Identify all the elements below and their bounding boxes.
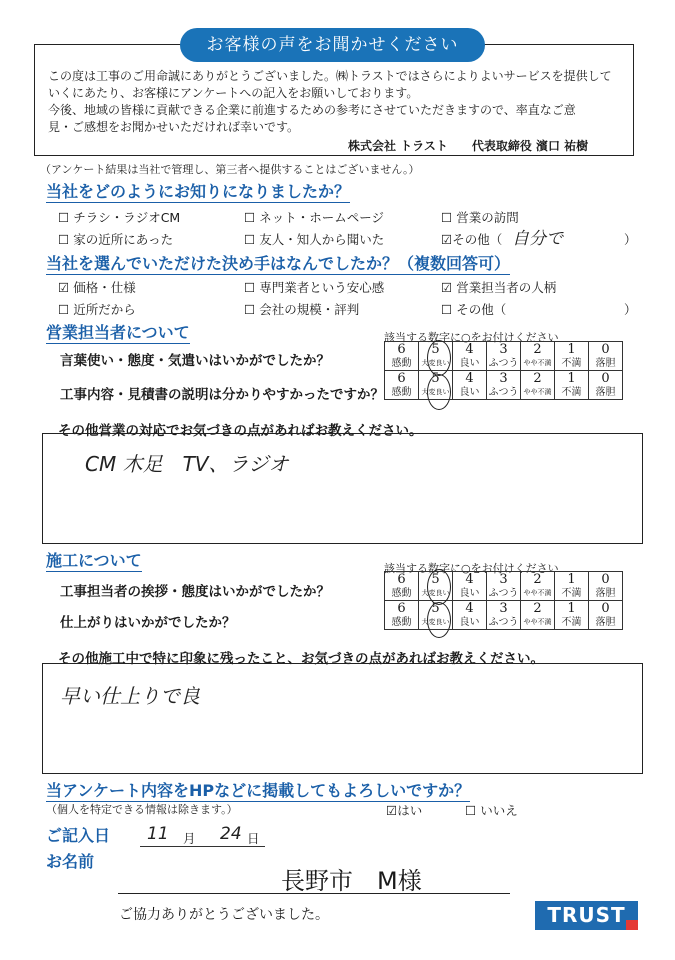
rating-cell-5[interactable]: 5 大変良い [419,371,453,400]
rating-cell-0[interactable]: 0 落胆 [589,572,623,601]
checkbox-icon: ☐ [441,302,453,317]
name-underline [118,893,510,894]
rating-cell-1[interactable]: 1 不満 [555,342,589,371]
date-label: ご記入日 [46,826,111,845]
checkbox-icon: ☐ [244,210,256,225]
page-title: お客様の声をお聞かせください [180,28,485,62]
construction-question-2: 仕上がりはいかがでしたか？ [60,615,236,631]
sales-rating-table [384,341,623,400]
checkbox-icon: ☐ [244,280,256,295]
rating-cell-3[interactable]: 3 ふつう [488,371,519,398]
intro-line-1: この度は工事のご用命誠にありがとうございました。㈱トラストではさらによりよいサービスを提供して [48,69,612,83]
day-label: 日 [247,831,260,846]
publish-no-option[interactable]: ☐ いいえ [465,803,518,818]
construction-question-1: 工事担当者の挨拶・態度はいかがでしたか？ [60,584,330,600]
rating-cell-4[interactable]: 4 良い [453,371,487,400]
intro-line-3: 今後、地域の皆様に貢献できる企業に前進するための参考にさせていただきますので、率直なご意 [48,103,576,117]
q2-option-price[interactable]: ☑ 価格・仕様 [58,280,136,295]
thanks-message: ご協力ありがとうございました。 [119,907,329,923]
rating-cell-5[interactable]: 5 大変良い [419,342,453,371]
date-underline [140,846,265,847]
q1-option-sales-visit[interactable]: ☐ 営業の訪問 [441,210,519,225]
checkbox-icon: ☐ [58,210,70,225]
rating-cell-0[interactable]: 0 落胆 [589,342,623,371]
rating-cell-0[interactable]: 0 落胆 [589,601,623,630]
month-label: 月 [183,831,196,846]
sales-comment-text: CM 木足 TV、ラジオ [85,452,289,476]
q2-other-close: ） [624,302,637,317]
sales-q1-selected-circle [427,340,451,376]
q2-heading: 当社を選んでいただけた決め手はなんでしたか？（複数回答可） [46,254,511,273]
rating-cell-2[interactable]: 2 やや不満 [521,572,555,601]
rating-cell-3[interactable]: 3 ふつう [488,342,519,369]
checkbox-icon: ☐ [244,302,256,317]
rating-cell-2[interactable]: 2 やや不満 [521,371,555,400]
checkbox-icon: ☐ [58,302,70,317]
publish-note: （個人を特定できる情報は除きます。） [46,803,238,816]
q1-option-web[interactable]: ☐ ネット・ホームページ [244,210,384,225]
rating-cell-1[interactable]: 1 不満 [555,371,589,400]
rating-row [385,371,623,400]
q2-option-sales-person[interactable]: ☑ 営業担当者の人柄 [441,280,557,295]
checked-checkbox-icon: ☑ [441,280,453,295]
rating-cell-5[interactable]: 5 大変良い [419,601,453,630]
rating-cell-2[interactable]: 2 やや不満 [521,342,555,371]
rating-row [385,572,623,601]
construction-comment-prompt: その他施工中で特に印象に残ったこと、お気づきの点があればお教えください。 [58,651,544,667]
construction-q2-selected-circle [427,602,451,638]
rating-cell-1[interactable]: 1 不満 [555,572,589,601]
company-signature: 株式会社 トラスト 代表取締役 濱口 祐樹 [348,139,589,153]
q2-option-specialist[interactable]: ☐ 専門業者という安心感 [244,280,385,295]
rating-cell-3[interactable]: 3 ふつう [488,601,519,628]
publish-yes-option[interactable]: ☑はい [386,803,423,818]
q1-other-close: ） [624,232,637,247]
rating-cell-6[interactable]: 6 感動 [385,371,419,400]
rating-cell-6[interactable]: 6 感動 [385,601,419,630]
q1-other-answer: 自分で [512,229,563,249]
rating-cell-4[interactable]: 4 良い [453,601,487,630]
checked-checkbox-icon: ☑ [441,232,453,247]
checked-checkbox-icon: ☑ [58,280,70,295]
rating-cell-6[interactable]: 6 感動 [385,572,419,601]
checked-checkbox-icon: ☑ [386,803,398,818]
q1-option-other[interactable]: ☑その他（ [441,232,503,247]
privacy-note: （アンケート結果は当社で管理し、第三者へ提供することはございません。） [40,163,420,176]
q2-option-nearby[interactable]: ☐ 近所だから [58,302,136,317]
publish-heading: 当アンケート内容をHPなどに掲載してもよろしいですか？ [46,781,471,800]
sales-question-2: 工事内容・見積書の説明は分かりやすかったですか？ [60,387,384,403]
customer-name: 長野市 M様 [281,867,422,895]
scale-instruction: 該当する数字に○をお付けください [384,331,559,344]
intro-line-2: いくにあたり、お客様にアンケートへの記入をお願いしております。 [48,86,419,100]
construction-rating-table [384,571,623,630]
q1-option-flyer-radio[interactable]: ☐ チラシ・ラジオCM [58,210,181,225]
intro-text [48,68,628,136]
checkbox-icon: ☐ [244,232,256,247]
rating-row [385,601,623,630]
rating-cell-5[interactable]: 5 大変良い [419,572,453,601]
q2-option-other[interactable]: ☐ その他（ [441,302,507,317]
checkbox-icon: ☐ [465,803,477,818]
construction-q1-selected-circle [427,569,451,605]
sales-q2-selected-circle [427,374,451,410]
entry-month: 11 [147,824,169,844]
construction-comment-text: 早い仕上りで良 [60,684,200,708]
sales-comment-prompt: その他営業の対応でお気づきの点があればお教えください。 [58,423,423,439]
rating-cell-1[interactable]: 1 不満 [555,601,589,630]
rating-cell-2[interactable]: 2 やや不満 [521,601,555,630]
construction-heading: 施工について [46,551,142,570]
rating-cell-4[interactable]: 4 良い [453,572,487,601]
rating-cell-6[interactable]: 6 感動 [385,342,419,371]
rating-row [385,342,623,371]
q1-heading: 当社をどのようにお知りになりましたか？ [46,182,351,201]
rating-cell-0[interactable]: 0 落胆 [589,371,623,400]
intro-line-4: 見・ご感想をお聞かせいただければ幸いです。 [48,120,300,134]
entry-day: 24 [220,824,242,844]
checkbox-icon: ☐ [441,210,453,225]
sales-heading: 営業担当者について [46,323,190,342]
logo-accent [626,920,638,930]
checkbox-icon: ☐ [58,232,70,247]
trust-logo: TRUST [535,901,638,930]
q1-option-friend[interactable]: ☐ 友人・知人から聞いた [244,232,385,247]
q1-option-nearby[interactable]: ☐ 家の近所にあった [58,232,174,247]
sales-question-1: 言葉使い・態度・気遣いはいかがでしたか？ [60,353,330,369]
q2-option-reputation[interactable]: ☐ 会社の規模・評判 [244,302,360,317]
scale-instruction-2: 該当する数字に○をお付けください [384,562,559,575]
rating-cell-3[interactable]: 3 ふつう [488,572,519,599]
rating-cell-4[interactable]: 4 良い [453,342,487,371]
name-label: お名前 [46,852,95,871]
